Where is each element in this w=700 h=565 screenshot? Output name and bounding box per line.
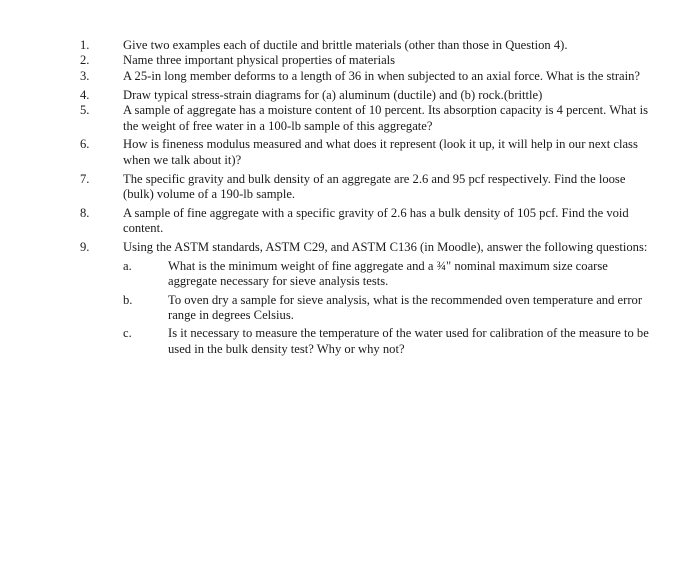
question-item: [80, 69, 680, 84]
question-number: 1.: [80, 38, 90, 52]
question-number: 7.: [80, 171, 90, 186]
question-text: A 25-in long member deforms to a length of 36 in when subjected to an axial force. What is the strain?: [123, 68, 641, 83]
question-item: [80, 53, 680, 68]
question-text: A sample of aggregate has a moisture content of 10 percent. Its absorption capacity is 4 percent. What is the weight of free water in a 100-lb sample of this aggregate?: [123, 103, 649, 133]
question-item: [80, 172, 680, 203]
question-number: 8.: [80, 206, 90, 221]
question-number: 2.: [80, 53, 90, 68]
subquestion-letter: a.: [123, 258, 132, 273]
question-number: 9.: [80, 240, 90, 255]
question-number: 6.: [80, 137, 90, 152]
question-text: Name three important physical properties of materials: [123, 53, 396, 68]
question-item: [80, 103, 680, 134]
question-item: [80, 137, 680, 168]
subquestion-item: [123, 259, 653, 290]
question-text: A sample of fine aggregate with a specific gravity of 2.6 has a bulk density of 105 pcf. Find the void content.: [123, 206, 629, 236]
question-text: The specific gravity and bulk density of an aggregate are 2.6 and 95 pcf respectively. Find the loose (bulk) volume of a 190-lb sample.: [123, 171, 626, 202]
question-item: [80, 240, 680, 357]
question-item: [80, 88, 680, 103]
question-number: 5.: [80, 103, 90, 118]
question-list: [80, 38, 680, 357]
question-number: 3.: [80, 68, 90, 83]
question-item: [80, 206, 680, 237]
question-number: 4.: [80, 87, 90, 102]
subquestion-item: [123, 293, 653, 324]
question-text: Draw typical stress-strain diagrams for (a) aluminum (ductile) and (b) rock.(brittle): [123, 87, 543, 102]
question-text: Give two examples each of ductile and brittle materials (other than those in Question 4).: [123, 38, 568, 52]
subquestion-letter: c.: [123, 326, 132, 341]
question-text-block: [123, 240, 653, 357]
subquestion-text: Is it necessary to measure the temperature of the water used for calibration of the measure to be used in the bulk density test? Why or why not?: [168, 326, 649, 356]
question-text: How is fineness modulus measured and what does it represent (look it up, it will help in our next class when we talk about it)?: [123, 137, 638, 167]
subquestion-list: [123, 259, 653, 357]
subquestion-text: To oven dry a sample for sieve analysis, what is the recommended oven temperature and error range in degrees Celsius.: [168, 292, 643, 322]
subquestion-text: What is the minimum weight of fine aggregate and a ¾" nominal maximum size coarse aggregate necessary for sieve analysis tests.: [168, 258, 608, 289]
question-item: [80, 38, 680, 53]
question-text: Using the ASTM standards, ASTM C29, and ASTM C136 (in Moodle), answer the following questions:: [123, 240, 648, 255]
subquestion-item: [123, 326, 653, 357]
subquestion-letter: b.: [123, 292, 133, 307]
